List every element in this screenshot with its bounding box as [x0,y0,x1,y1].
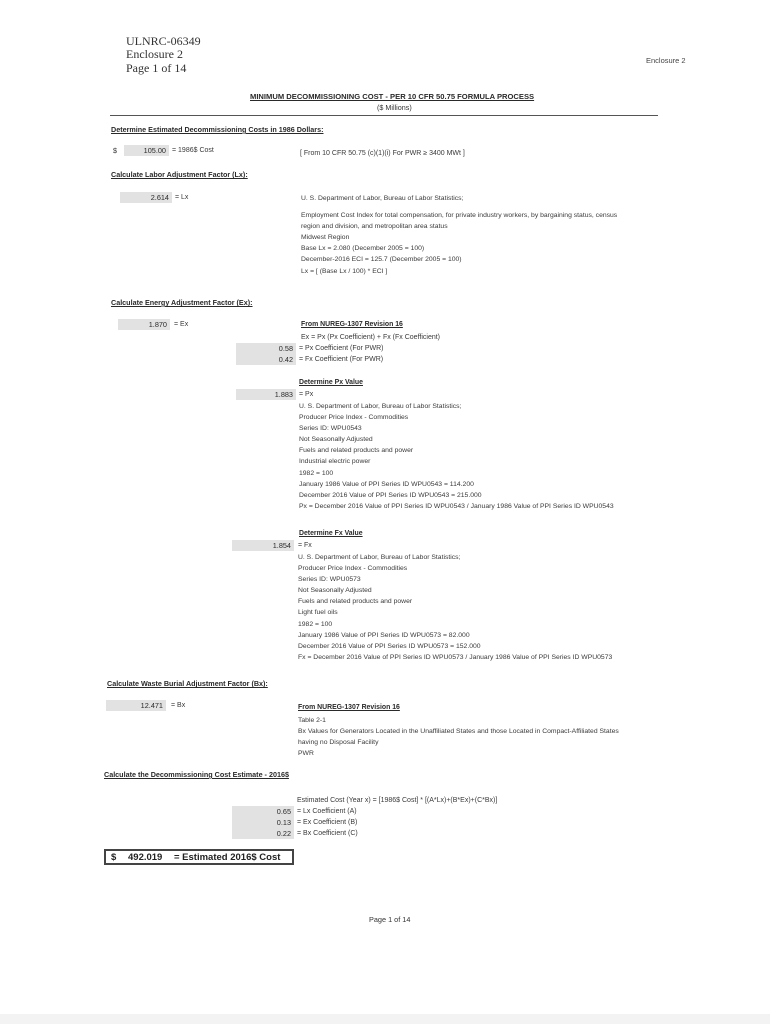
px-description [299,401,614,512]
labor-line: Lx = [ (Base Lx / 100) * ECI ] [301,267,388,275]
total-label: = Estimated 2016$ Cost [174,852,281,863]
fx-line: 1982 = 100 [298,620,333,628]
cost-1986-label: = 1986$ Cost [172,147,214,154]
labor-value: 2.614 [120,192,172,203]
fx-line: U. S. Department of Labor, Bureau of Labor Statistics; [298,554,461,561]
px-value: 1.883 [236,389,296,400]
fx-line: Producer Price Index - Commodities [298,565,408,573]
c-coefficient-label: = Bx Coefficient (C) [297,830,358,837]
fx-line: Series ID: WPU0573 [298,576,361,584]
title-rule [110,115,658,116]
labor-line: U. S. Department of Labor, Bureau of Labor Statistics; [301,195,464,202]
currency-symbol: $ [113,146,117,155]
estimate-formula: Estimated Cost (Year x) = [1986$ Cost] * [(A*Lx)+(B*Ex)+(C*Bx)] [297,797,498,804]
enclosure-label: Enclosure 2 [126,47,183,61]
fx-coefficient-label: = Fx Coefficient (For PWR) [299,356,384,363]
section-labor-heading: Calculate Labor Adjustment Factor (Lx): [111,170,248,179]
px-coefficient-value: 0.58 [236,343,296,354]
energy-label: = Ex [174,321,189,328]
px-line: 1982 = 100 [299,469,334,477]
px-line: January 1986 Value of PPI Series ID WPU0543 = 114.200 [299,480,474,488]
fx-value: 1.854 [232,540,294,551]
waste-value: 12.471 [106,700,166,711]
waste-label: = Bx [171,702,186,709]
scan-edge [0,1014,770,1024]
labor-description [301,193,617,277]
px-coefficient-label: = Px Coefficient (For PWR) [299,345,384,352]
total-cost-box [104,849,294,865]
fx-line: December 2016 Value of PPI Series ID WPU0573 = 152.000 [298,642,481,650]
total-value: 492.019 [128,852,163,863]
waste-line: having no Disposal Facility [298,739,379,747]
energy-source-title: From NUREG-1307 Revision 16 [301,321,403,328]
px-line: Not Seasonally Adjusted [299,436,373,444]
labor-label: = Lx [175,194,189,201]
waste-description [298,715,619,759]
px-label: = Px [299,391,314,398]
labor-line: region and division, and metropolitan area status [301,223,448,231]
section-1987-cost-heading: Determine Estimated Decommissioning Costs in 1986 Dollars: [111,125,324,134]
energy-value: 1.870 [118,319,170,330]
labor-line: December-2016 ECI = 125.7 (December 2005 = 100) [301,256,462,264]
a-coefficient-label: = Lx Coefficient (A) [297,808,357,815]
px-line: U. S. Department of Labor, Bureau of Labor Statistics; [299,403,462,410]
waste-line: Bx Values for Generators Located in the Unaffiliated States and those Located in Compact-Affiliated States [298,728,619,736]
waste-line: Table 2-1 [298,717,326,724]
cost-1986-value: 105.00 [124,145,169,156]
fx-description [298,552,612,663]
enclosure-label-right: Enclosure 2 [646,56,686,65]
c-coefficient-value: 0.22 [232,828,294,839]
px-line: Fuels and related products and power [299,447,414,455]
px-line: December 2016 Value of PPI Series ID WPU0543 = 215.000 [299,491,482,499]
section-estimate-heading: Calculate the Decommissioning Cost Estimate - 2016$ [104,770,289,779]
px-line: Px = December 2016 Value of PPI Series ID WPU0543 / January 1986 Value of PPI Series ID WPU0543 [299,502,614,510]
energy-formula: Ex = Px (Px Coefficient) + Fx (Fx Coefficient) [301,334,441,341]
fx-line: Not Seasonally Adjusted [298,587,372,595]
fx-title: Determine Fx Value [299,530,363,537]
b-coefficient-value: 0.13 [232,817,294,828]
fx-line: January 1986 Value of PPI Series ID WPU0573 = 82.000 [298,631,470,639]
fx-line: Fx = December 2016 Value of PPI Series ID WPU0573 / January 1986 Value of PPI Series ID WPU0573 [298,653,613,661]
doc-id: ULNRC-06349 [126,34,201,48]
px-line: Producer Price Index - Commodities [299,414,409,422]
document-subtitle: ($ Millions) [377,103,412,112]
px-title: Determine Px Value [299,379,363,386]
cost-1986-note: [ From 10 CFR 50.75 (c)(1)(i) For PWR ≥ 3400 MWt ] [300,150,465,157]
section-waste-heading: Calculate Waste Burial Adjustment Factor (Bx): [107,679,268,688]
waste-line: PWR [298,750,314,758]
px-line: Series ID: WPU0543 [299,425,362,433]
labor-line: Base Lx = 2.080 (December 2005 = 100) [301,245,425,253]
section-energy-heading: Calculate Energy Adjustment Factor (Ex): [111,298,253,307]
document-title: MINIMUM DECOMMISSIONING COST - PER 10 CFR 50.75 FORMULA PROCESS [250,92,535,101]
page-number-header: Page 1 of 14 [126,61,187,75]
total-currency: $ [111,852,117,863]
px-line: Industrial electric power [299,458,371,466]
b-coefficient-label: = Ex Coefficient (B) [297,819,358,826]
fx-line: Fuels and related products and power [298,598,413,606]
waste-source-title: From NUREG-1307 Revision 16 [298,704,400,711]
a-coefficient-value: 0.65 [232,806,294,817]
fx-line: Light fuel oils [298,609,338,617]
fx-coefficient-value: 0.42 [236,354,296,365]
labor-line: Midwest Region [301,234,350,242]
page-number-footer: Page 1 of 14 [369,915,411,924]
fx-label: = Fx [298,542,312,549]
labor-line: Employment Cost Index for total compensation, for private industry workers, by bargaining status, census [301,212,618,220]
